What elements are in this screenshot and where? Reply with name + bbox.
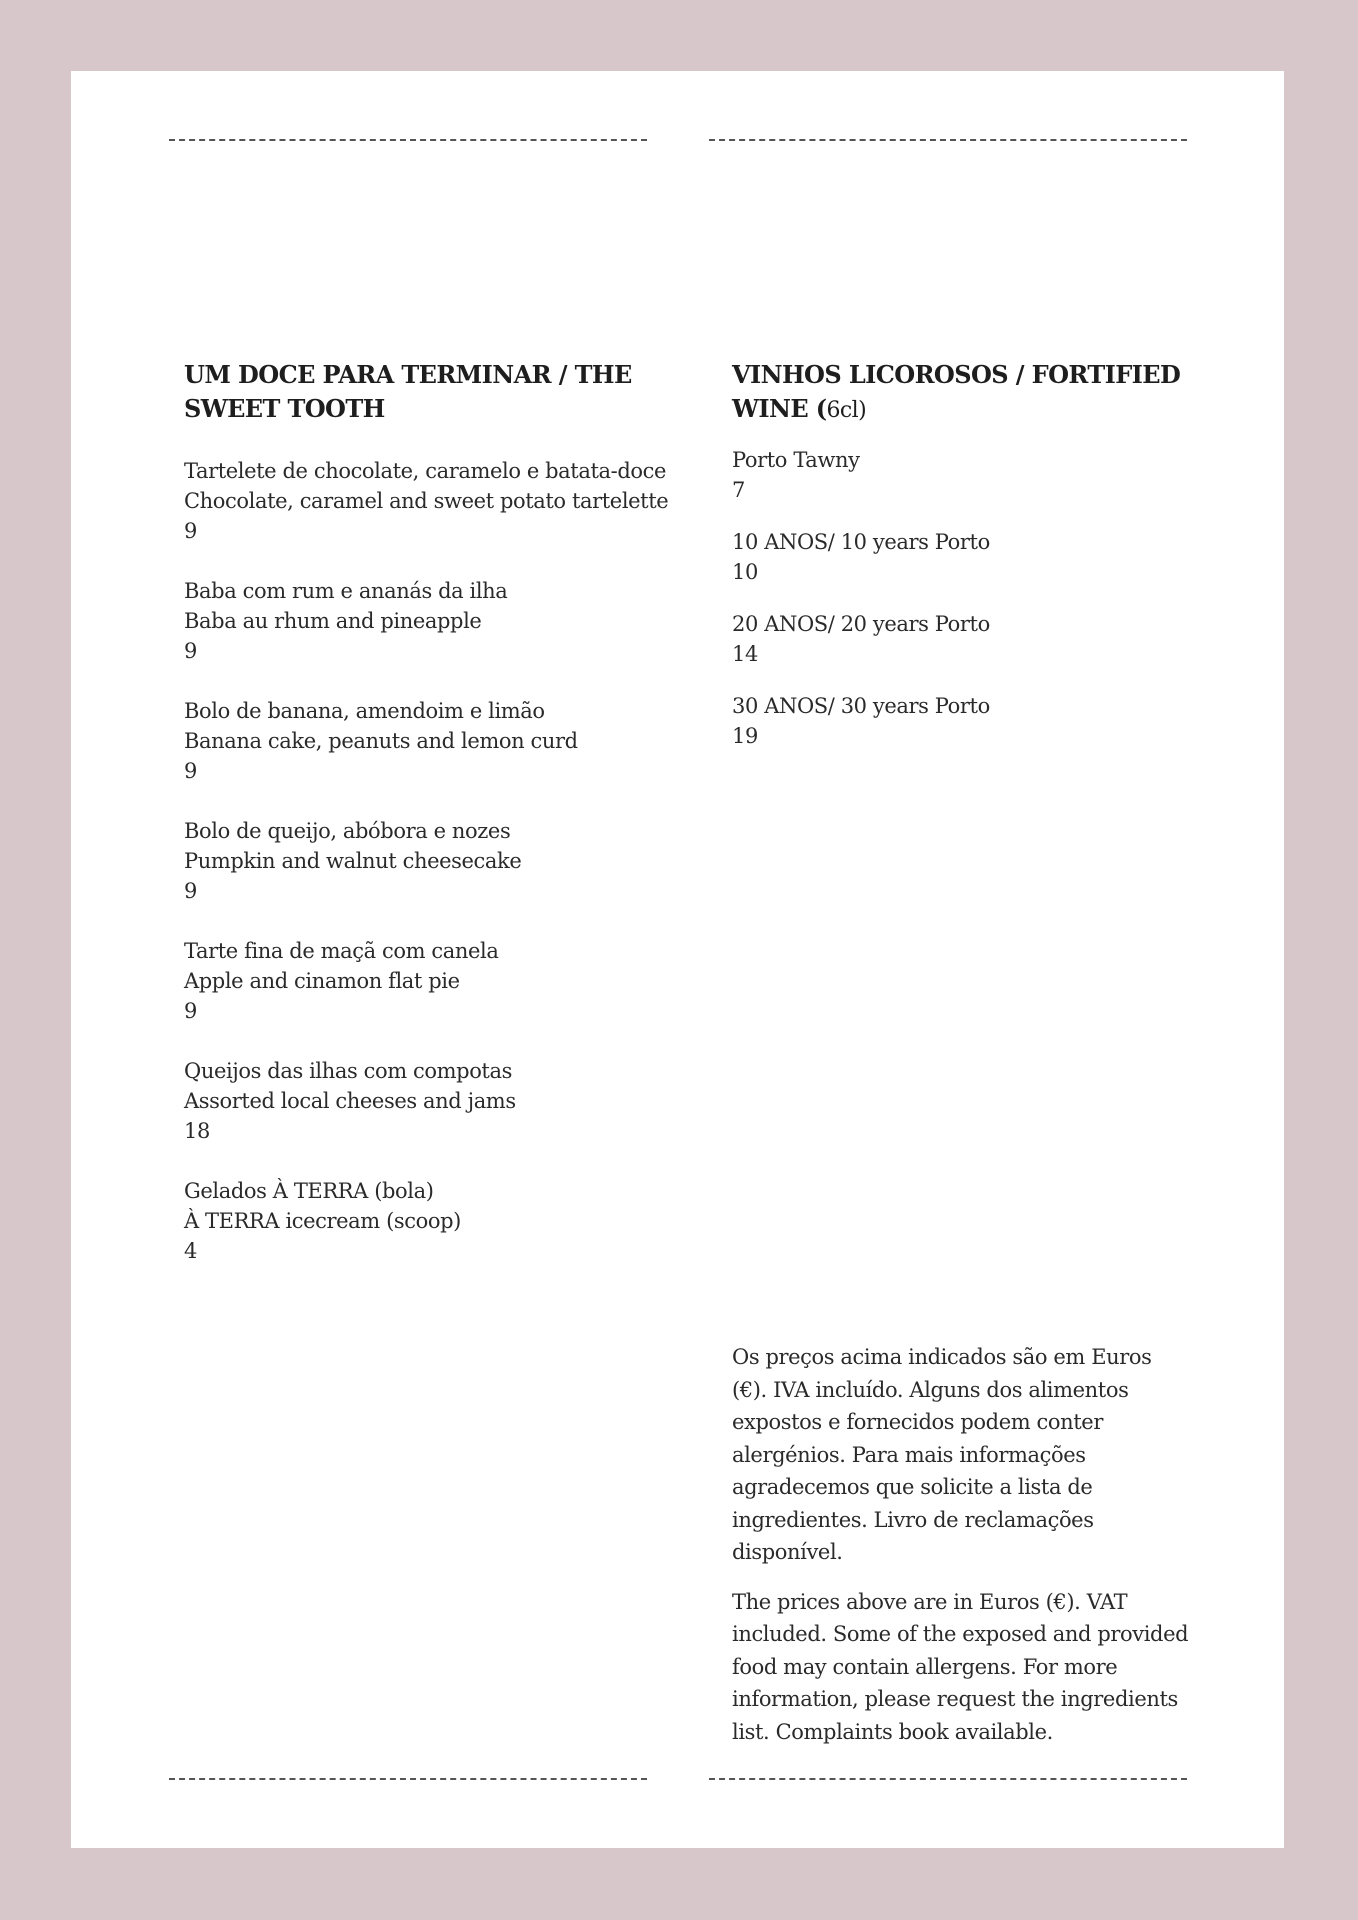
wines-title-unit: 6cl) [826,398,867,423]
wines-section [732,358,1192,773]
dessert-name-pt: Tarte fina de maçã com canela [184,939,499,963]
dessert-item [184,936,664,1026]
wine-name: 20 ANOS/ 20 years Porto [732,612,990,636]
dessert-item [184,816,664,906]
wines-title-line2: WINE ( [732,394,827,423]
dessert-price: 9 [184,999,197,1023]
wine-name: Porto Tawny [732,448,860,472]
dessert-price: 9 [184,519,197,543]
wine-item [732,609,1192,669]
wine-item [732,445,1192,505]
dessert-name-en: Chocolate, caramel and sweet potato tartelette [184,489,669,513]
wine-item [732,527,1192,587]
dessert-price: 9 [184,639,197,663]
dessert-item [184,696,664,786]
divider-top-left [169,139,647,141]
desserts-section [184,358,669,1296]
dessert-name-pt: Tartelete de chocolate, caramelo e batata-doce [184,459,666,483]
wines-title-line1: VINHOS LICOROSOS / FORTIFIED [732,360,1181,389]
wine-price: 10 [732,560,758,584]
wine-name: 30 ANOS/ 30 years Porto [732,694,990,718]
divider-bottom-left [169,1778,647,1780]
dessert-name-en: À TERRA icecream (scoop) [184,1209,461,1233]
dessert-item [184,456,669,546]
dessert-name-pt: Bolo de queijo, abóbora e nozes [184,819,511,843]
dessert-name-en: Pumpkin and walnut cheesecake [184,849,522,873]
dessert-item [184,576,664,666]
dessert-name-en: Apple and cinamon flat pie [184,969,460,993]
dessert-name-en: Baba au rhum and pineapple [184,609,482,633]
dessert-item [184,1176,664,1266]
dessert-name-pt: Baba com rum e ananás da ilha [184,579,508,603]
dessert-name-pt: Gelados À TERRA (bola) [184,1179,434,1203]
dessert-name-en: Banana cake, peanuts and lemon curd [184,729,578,753]
dessert-price: 4 [184,1239,197,1263]
dessert-name-en: Assorted local cheeses and jams [184,1089,516,1113]
price-notice [732,1341,1192,1765]
notice-en: The prices above are in Euros (€). VAT included. Some of the exposed and provided food may contain allergens. For more information, please request the ingredients list. Complaints book available. [732,1589,1189,1744]
wine-price: 7 [732,478,745,502]
wine-name: 10 ANOS/ 10 years Porto [732,530,990,554]
wine-price: 19 [732,724,758,748]
notice-pt: Os preços acima indicados são em Euros (€). IVA incluído. Alguns dos alimentos expostos e fornecidos podem conter alergénios. Para mais informações agradecemos que solicite a lista de ingredientes. Livro de reclamações disponível. [732,1345,1152,1564]
divider-bottom-right [709,1778,1187,1780]
desserts-title [184,358,664,426]
dessert-name-pt: Queijos das ilhas com compotas [184,1059,512,1083]
divider-top-right [709,139,1187,141]
dessert-price: 9 [184,759,197,783]
wine-price: 14 [732,642,758,666]
dessert-price: 9 [184,879,197,903]
wines-title [732,358,1192,428]
desserts-title-line2: SWEET TOOTH [184,394,385,423]
wine-item [732,691,1192,751]
desserts-title-line1: UM DOCE PARA TERMINAR / THE [184,360,632,389]
dessert-price: 18 [184,1119,210,1143]
dessert-item [184,1056,664,1146]
dessert-name-pt: Bolo de banana, amendoim e limão [184,699,545,723]
